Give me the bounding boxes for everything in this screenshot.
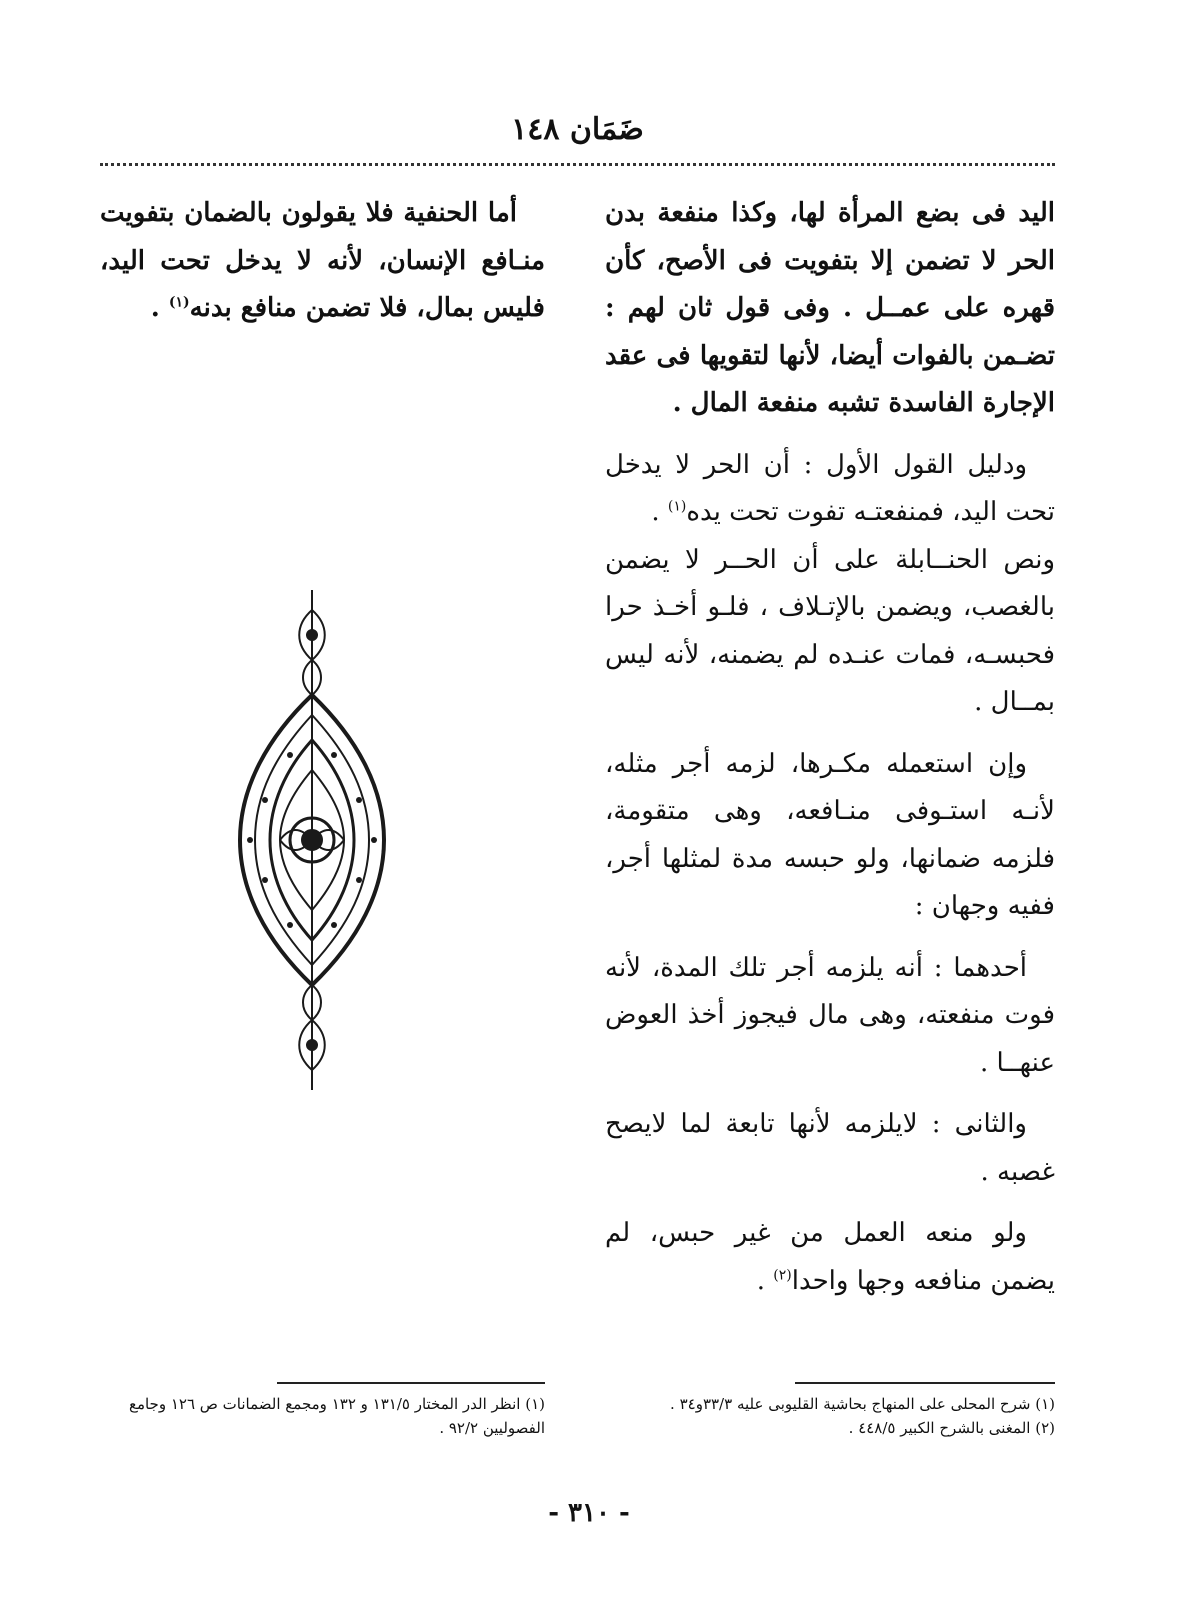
paragraph-1: اليد فى بضع المرأة لها، وكذا منفعة بدن الحر لا تضمن إلا بتفويت فى الأصح، كأن قهره على عمــل . وفى قول ثان لهم : تضـمن بالفوات أيضا، لأنها لتقويها فى عقد الإجارة الفاسدة تشبه منفعة المال . [605,198,1055,418]
arabesque-ornament-icon [235,590,390,1090]
footnote-divider-right [795,1382,1055,1384]
paragraph-3: ونص الحنــابلة على أن الحــر لا يضمن بالغصب، ويضمن بالإتـلاف ، فلـو أخـذ حرا فحبسـه، فمات عنـده لم يضمنه، لأنه ليس بمــال . [605,544,1055,717]
footnote-ref: (١) [168,294,190,311]
footnote: (١) انظر الدر المختار ١٣١/٥ و ١٣٢ ومجمع الضمانات ص ١٢٦ وجامع الفصوليين ٩٢/٢ . [128,1395,545,1437]
footnotes-left [100,1392,545,1440]
footnotes-right [605,1392,1055,1440]
paragraph-left-1: أما الحنفية فلا يقولون بالضمان بتفويت منـافع الإنسان، لأنه لا يدخل تحت اليد، فليس بمال، فلا تضمن منافع بدنه$^{(١)}$ . [100,198,545,323]
paragraph-4: وإن استعمله مكـرها، لزمه أجر مثله، لأنـه استـوفى منـافعه، وهى متقومة، فلزمه ضمانها، ولو حبسه مدة لمثلها أجر، ففيه وجهان : [605,748,1055,921]
left-column [100,190,545,347]
paragraph-7: ولو منعه العمل من غير حبس، لم يضمن منافعه وجها واحدا$^{(٢)}$ . [605,1218,1055,1296]
paragraph-6: والثانى : لايلزمه لأنها تابعة لما لايصح غصبه . [605,1109,1055,1187]
page-number: - ٣١٠ - [548,1498,630,1528]
footnote: (٢) المغنى بالشرح الكبير ٤٤٨/٥ . [848,1419,1055,1437]
footnote-divider-left [277,1382,545,1384]
page-title: ضَمَان ١٤٨ [511,112,644,147]
footnote-ref: (١) [667,498,687,515]
footnote-ref: (٢) [773,1266,792,1283]
paragraph-2: ودليل القول الأول : أن الحر لا يدخل تحت اليد، فمنفعتـه تفوت تحت يده$^{(١)}$ . [605,449,1055,527]
paragraph-5: أحدهما : أنه يلزمه أجر تلك المدة، لأنه فوت منفعته، وهى مال فيجوز أخذ العوض عنهــا . [605,952,1055,1078]
header-divider [100,163,1055,166]
footnote: (١) شرح المحلى على المنهاج بحاشية القليوبى عليه ٣٣/٣و٣٤ . [670,1395,1055,1413]
right-column [605,190,1055,1319]
